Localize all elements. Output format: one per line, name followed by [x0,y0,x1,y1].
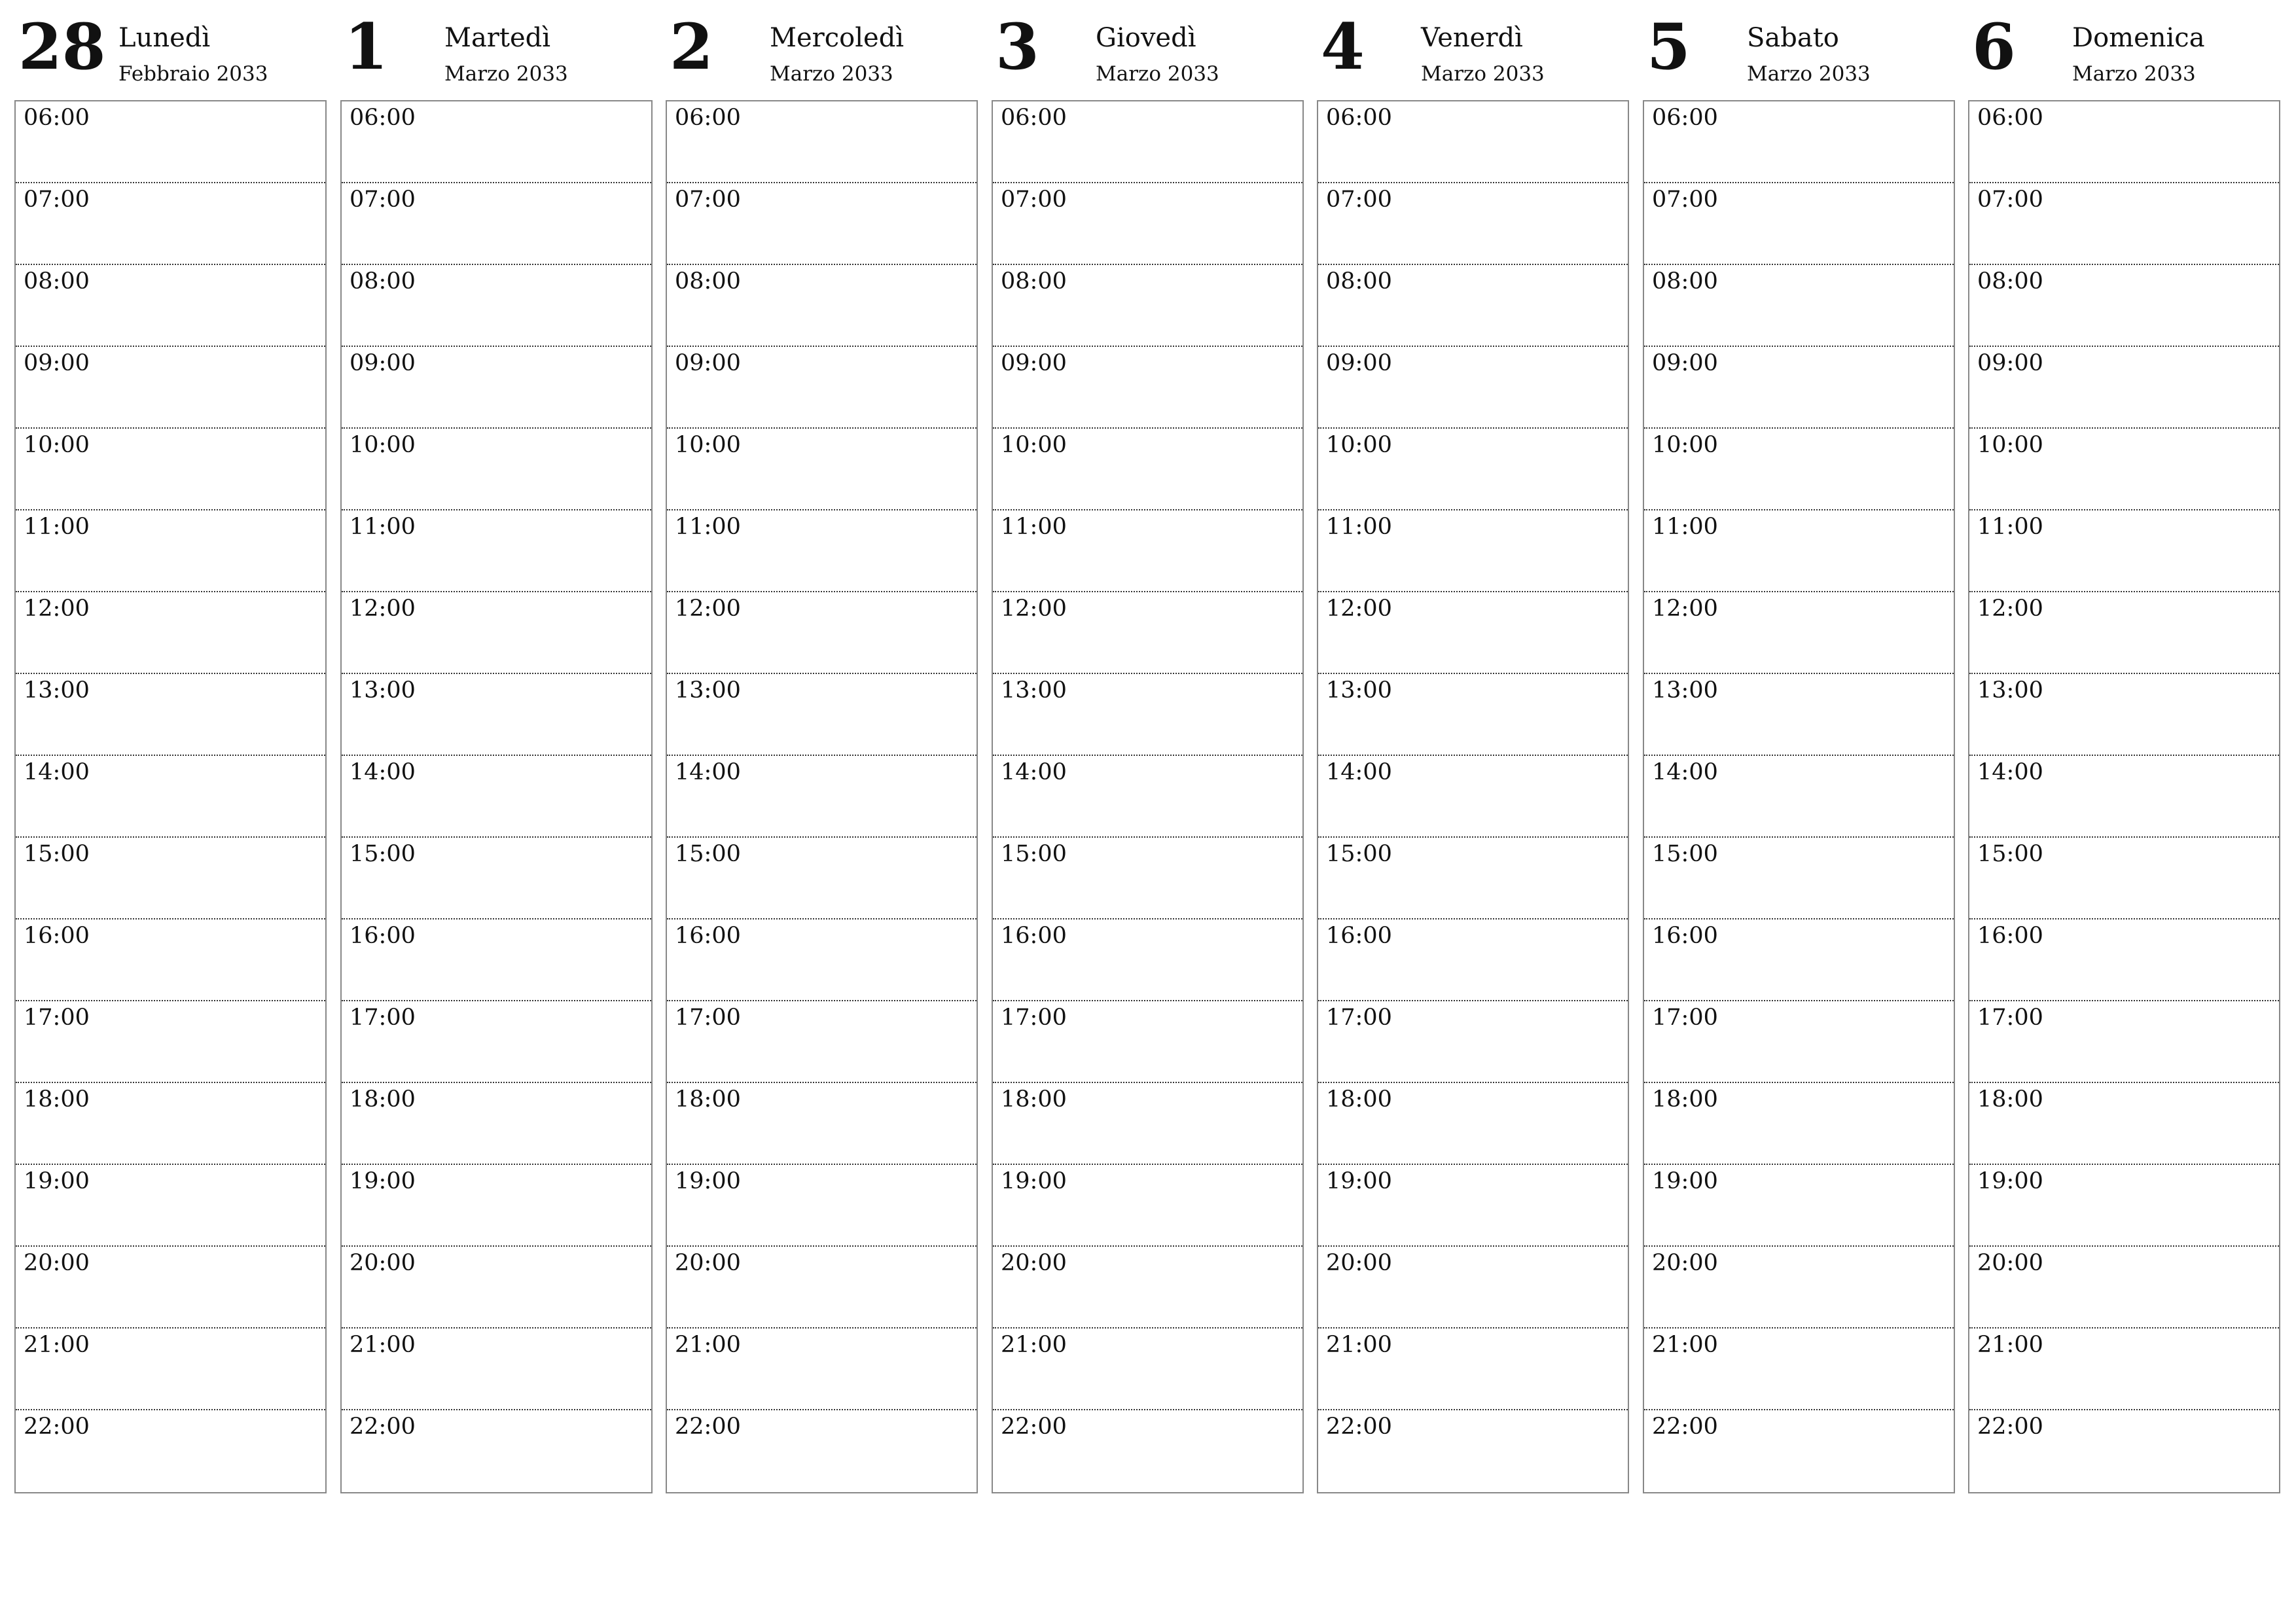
hour-slot [1318,1329,1628,1410]
hour-label: 21:00 [1001,1332,1067,1358]
hour-label: 11:00 [1001,514,1067,540]
hour-slot [342,183,651,265]
hour-label: 21:00 [1326,1332,1392,1358]
day-header [340,0,653,98]
weekday-name: Venerdì [1421,23,1523,53]
weekday-name: Giovedì [1096,23,1196,53]
hour-label: 15:00 [1977,841,2043,867]
hour-slot [1644,1329,1954,1410]
hour-slot [667,347,977,429]
hour-slot [667,838,977,919]
hour-label: 21:00 [350,1332,416,1358]
hour-label: 20:00 [1652,1250,1718,1276]
hour-slot [342,510,651,592]
hour-label: 15:00 [24,841,90,867]
hour-slot [1969,1247,2279,1329]
hour-label: 20:00 [1977,1250,2043,1276]
hour-label: 09:00 [1652,350,1718,376]
hour-label: 18:00 [1977,1086,2043,1113]
hour-slot [16,510,325,592]
hour-slot [993,1410,1302,1492]
hour-slot [1969,183,2279,265]
hour-label: 07:00 [675,187,741,213]
weekday-name: Domenica [2072,23,2205,53]
hour-slot [1318,1410,1628,1492]
hour-slot [1644,183,1954,265]
hour-label: 07:00 [1977,187,2043,213]
hour-slot [16,919,325,1001]
hour-slot [1644,592,1954,674]
hour-label: 13:00 [1652,677,1718,704]
hour-slot [667,1247,977,1329]
hour-slot [993,347,1302,429]
hour-label: 06:00 [1326,105,1392,131]
hour-label: 20:00 [1001,1250,1067,1276]
hour-slot [1318,265,1628,347]
hour-label: 08:00 [350,268,416,294]
hour-slot [1969,429,2279,510]
hour-label: 11:00 [1326,514,1392,540]
hour-slot [1318,183,1628,265]
hour-label: 15:00 [1652,841,1718,867]
hour-label: 16:00 [1652,923,1718,949]
hour-label: 12:00 [350,596,416,622]
hour-label: 12:00 [1001,596,1067,622]
day-schedule-box [1643,100,1955,1493]
hour-label: 10:00 [675,432,741,458]
hour-label: 09:00 [24,350,90,376]
hour-slot [667,1329,977,1410]
hour-label: 14:00 [350,759,416,785]
day-header [992,0,1304,98]
hour-slot [1318,1165,1628,1247]
hour-label: 19:00 [675,1168,741,1194]
hour-slot [1969,1165,2279,1247]
hour-label: 17:00 [675,1005,741,1031]
hour-slot [342,1410,651,1492]
hour-slot [1644,1083,1954,1165]
hour-label: 19:00 [1652,1168,1718,1194]
hour-slot [993,756,1302,838]
hour-slot [342,265,651,347]
hour-label: 13:00 [675,677,741,704]
hour-label: 18:00 [24,1086,90,1113]
hour-label: 18:00 [350,1086,416,1113]
hour-label: 19:00 [24,1168,90,1194]
hour-label: 14:00 [1977,759,2043,785]
hour-label: 15:00 [675,841,741,867]
hour-label: 22:00 [675,1414,741,1440]
hour-slot [993,1083,1302,1165]
hour-label: 22:00 [350,1414,416,1440]
month-year-label: Marzo 2033 [1096,62,1219,86]
hour-label: 16:00 [675,923,741,949]
hour-slot [993,1329,1302,1410]
hour-slot [16,1247,325,1329]
hour-slot [667,265,977,347]
hour-slot [667,1001,977,1083]
hour-label: 07:00 [350,187,416,213]
hour-slot [667,429,977,510]
hour-label: 10:00 [24,432,90,458]
hour-label: 16:00 [1001,923,1067,949]
hour-slot [1318,756,1628,838]
hour-slot [1318,838,1628,919]
hour-label: 06:00 [1652,105,1718,131]
day-schedule-box [14,100,327,1493]
hour-slot [16,838,325,919]
hour-slot [993,183,1302,265]
hour-label: 10:00 [1652,432,1718,458]
hour-slot [16,1083,325,1165]
hour-slot [16,592,325,674]
hour-label: 06:00 [350,105,416,131]
hour-label: 10:00 [1001,432,1067,458]
hour-slot [667,674,977,756]
hour-slot [993,674,1302,756]
hour-slot [342,1001,651,1083]
hour-label: 20:00 [350,1250,416,1276]
hour-slot [1969,1410,2279,1492]
hour-slot [16,183,325,265]
hour-slot [1644,838,1954,919]
hour-label: 14:00 [1326,759,1392,785]
hour-label: 16:00 [1326,923,1392,949]
hour-label: 22:00 [1326,1414,1392,1440]
hour-slot [1318,429,1628,510]
hour-label: 22:00 [24,1414,90,1440]
day-header [1643,0,1955,98]
hour-label: 08:00 [675,268,741,294]
hour-label: 09:00 [1977,350,2043,376]
hour-label: 15:00 [1001,841,1067,867]
hour-slot [667,756,977,838]
hour-slot [1969,756,2279,838]
hour-slot [993,1247,1302,1329]
hour-slot [16,756,325,838]
day-number: 3 [996,10,1039,84]
hour-slot [1969,101,2279,183]
hour-label: 08:00 [1977,268,2043,294]
hour-label: 12:00 [1652,596,1718,622]
hour-slot [1318,674,1628,756]
hour-label: 16:00 [1977,923,2043,949]
hour-label: 17:00 [1001,1005,1067,1031]
hour-slot [1644,510,1954,592]
hour-label: 08:00 [1326,268,1392,294]
hour-slot [1644,674,1954,756]
hour-slot [342,101,651,183]
hour-label: 08:00 [24,268,90,294]
hour-slot [667,1410,977,1492]
hour-slot [16,1165,325,1247]
hour-slot [1969,838,2279,919]
hour-slot [1318,1001,1628,1083]
hour-slot [1644,756,1954,838]
hour-slot [342,674,651,756]
hour-slot [667,183,977,265]
hour-label: 12:00 [24,596,90,622]
hour-label: 19:00 [1326,1168,1392,1194]
hour-label: 22:00 [1977,1414,2043,1440]
hour-slot [16,101,325,183]
hour-slot [1969,510,2279,592]
hour-label: 20:00 [24,1250,90,1276]
hour-label: 17:00 [1326,1005,1392,1031]
hour-slot [1969,592,2279,674]
hour-slot [342,838,651,919]
hour-label: 17:00 [1977,1005,2043,1031]
hour-slot [16,1410,325,1492]
hour-slot [667,101,977,183]
hour-label: 19:00 [350,1168,416,1194]
hour-label: 17:00 [350,1005,416,1031]
hour-slot [16,265,325,347]
hour-label: 18:00 [1326,1086,1392,1113]
hour-slot [342,1083,651,1165]
hour-slot [1644,1165,1954,1247]
hour-slot [342,347,651,429]
weekday-name: Sabato [1747,23,1839,53]
hour-slot [993,1165,1302,1247]
hour-label: 11:00 [1652,514,1718,540]
hour-label: 06:00 [1001,105,1067,131]
hour-slot [1318,1083,1628,1165]
hour-slot [16,429,325,510]
day-schedule-box [340,100,653,1493]
hour-label: 13:00 [1326,677,1392,704]
hour-label: 21:00 [1652,1332,1718,1358]
hour-slot [342,1165,651,1247]
hour-slot [993,592,1302,674]
month-year-label: Febbraio 2033 [118,62,268,86]
hour-label: 15:00 [1326,841,1392,867]
hour-label: 10:00 [350,432,416,458]
hour-slot [342,592,651,674]
hour-label: 14:00 [24,759,90,785]
hour-label: 10:00 [1326,432,1392,458]
hour-label: 11:00 [350,514,416,540]
hour-label: 13:00 [1977,677,2043,704]
month-year-label: Marzo 2033 [1421,62,1545,86]
hour-label: 13:00 [24,677,90,704]
hour-slot [342,1329,651,1410]
hour-slot [993,919,1302,1001]
month-year-label: Marzo 2033 [1747,62,1871,86]
hour-slot [1969,265,2279,347]
hour-slot [16,674,325,756]
hour-slot [667,919,977,1001]
hour-label: 06:00 [1977,105,2043,131]
hour-slot [342,919,651,1001]
hour-slot [1644,347,1954,429]
hour-label: 11:00 [1977,514,2043,540]
hour-slot [1644,1247,1954,1329]
month-year-label: Marzo 2033 [770,62,893,86]
hour-label: 14:00 [1001,759,1067,785]
weekday-name: Mercoledì [770,23,905,53]
hour-label: 07:00 [1652,187,1718,213]
hour-label: 09:00 [1001,350,1067,376]
hour-label: 15:00 [350,841,416,867]
day-number: 6 [1972,10,2016,84]
hour-slot [16,347,325,429]
hour-slot [1644,919,1954,1001]
hour-slot [1644,265,1954,347]
weekday-name: Lunedì [118,23,211,53]
hour-label: 13:00 [350,677,416,704]
hour-label: 16:00 [24,923,90,949]
hour-slot [1969,1083,2279,1165]
hour-slot [1318,919,1628,1001]
hour-slot [16,1001,325,1083]
hour-label: 06:00 [675,105,741,131]
hour-label: 21:00 [24,1332,90,1358]
hour-slot [1318,1247,1628,1329]
day-header [1968,0,2280,98]
hour-slot [993,510,1302,592]
hour-slot [1318,347,1628,429]
hour-label: 18:00 [675,1086,741,1113]
hour-label: 12:00 [675,596,741,622]
hour-slot [667,510,977,592]
hour-slot [667,1083,977,1165]
hour-label: 09:00 [1326,350,1392,376]
day-schedule-box [666,100,978,1493]
hour-slot [1644,101,1954,183]
hour-slot [1644,429,1954,510]
hour-slot [1969,347,2279,429]
hour-label: 18:00 [1652,1086,1718,1113]
hour-label: 07:00 [1001,187,1067,213]
hour-slot [342,1247,651,1329]
hour-slot [342,756,651,838]
hour-slot [1318,592,1628,674]
hour-label: 16:00 [350,923,416,949]
day-number: 28 [18,10,106,84]
day-header [14,0,327,98]
hour-slot [1969,919,2279,1001]
hour-slot [993,1001,1302,1083]
hour-label: 11:00 [24,514,90,540]
day-schedule-box [1317,100,1629,1493]
hour-slot [667,592,977,674]
hour-label: 22:00 [1001,1414,1067,1440]
hour-slot [667,1165,977,1247]
hour-label: 18:00 [1001,1086,1067,1113]
hour-slot [1318,510,1628,592]
hour-slot [16,1329,325,1410]
hour-label: 20:00 [675,1250,741,1276]
day-header [666,0,978,98]
month-year-label: Marzo 2033 [444,62,568,86]
hour-label: 21:00 [1977,1332,2043,1358]
hour-slot [1644,1001,1954,1083]
day-header [1317,0,1629,98]
hour-label: 07:00 [1326,187,1392,213]
day-number: 2 [670,10,713,84]
hour-slot [993,838,1302,919]
hour-label: 17:00 [24,1005,90,1031]
hour-label: 21:00 [675,1332,741,1358]
hour-slot [1969,1001,2279,1083]
hour-label: 08:00 [1652,268,1718,294]
month-year-label: Marzo 2033 [2072,62,2196,86]
hour-label: 12:00 [1977,596,2043,622]
day-number: 4 [1321,10,1365,84]
hour-label: 09:00 [675,350,741,376]
day-schedule-box [1968,100,2280,1493]
day-schedule-box [992,100,1304,1493]
weekday-name: Martedì [444,23,551,53]
hour-label: 11:00 [675,514,741,540]
hour-label: 07:00 [24,187,90,213]
hour-label: 12:00 [1326,596,1392,622]
hour-label: 14:00 [1652,759,1718,785]
hour-slot [342,429,651,510]
day-number: 5 [1647,10,1691,84]
hour-label: 08:00 [1001,268,1067,294]
hour-label: 10:00 [1977,432,2043,458]
hour-slot [1969,674,2279,756]
hour-slot [1318,101,1628,183]
hour-label: 20:00 [1326,1250,1392,1276]
hour-label: 17:00 [1652,1005,1718,1031]
hour-slot [993,101,1302,183]
hour-label: 13:00 [1001,677,1067,704]
hour-label: 19:00 [1001,1168,1067,1194]
hour-label: 14:00 [675,759,741,785]
hour-label: 06:00 [24,105,90,131]
hour-slot [993,265,1302,347]
hour-slot [1644,1410,1954,1492]
hour-label: 09:00 [350,350,416,376]
hour-slot [1969,1329,2279,1410]
day-number: 1 [344,10,388,84]
hour-label: 19:00 [1977,1168,2043,1194]
hour-slot [993,429,1302,510]
hour-label: 22:00 [1652,1414,1718,1440]
